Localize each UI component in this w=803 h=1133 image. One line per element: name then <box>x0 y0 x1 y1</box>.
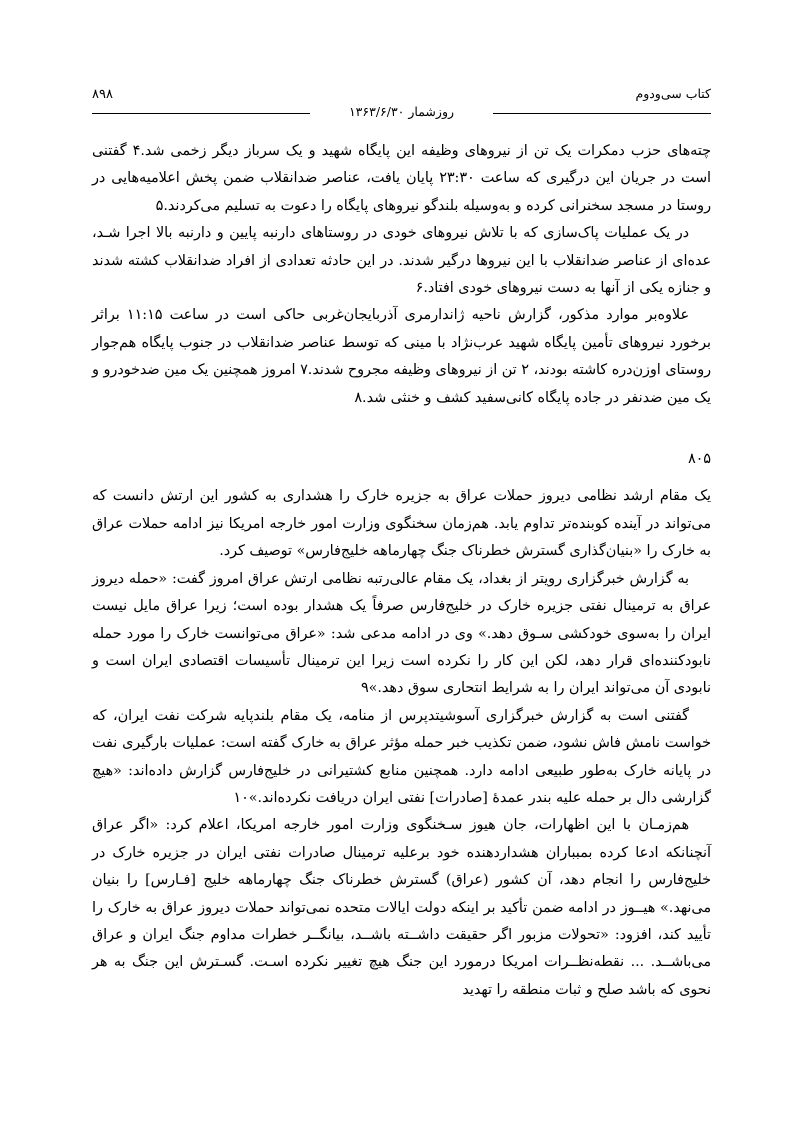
running-head <box>92 86 711 102</box>
paragraph: چته‌های حزب دمکرات یک تن از نیروهای وظیفه این پایگاه شهید و یک سرباز دیگر زخمی شد.۴ گفتنی است در جریان این درگیری که ساعت ۲۳:۳۰ پایان یافت، عناصر ضدانقلاب ضمن پخش اعلامیه‌هایی در روستا در مسجد سخنرانی کرده و به‌وسیله بلندگو نیروهای پایگاه را دعوت به تسلیم می‌کردند.۵ <box>92 143 711 214</box>
page-number: ۸۹۸ <box>92 87 113 102</box>
paragraph: هم‌زمـان با این اظهارات، جان هیوز سـخنگوی وزارت امور خارجه امریکا، اعلام کرد: «اگر عراق آنچنانکه ادعا کرده بمبباران هشداردهنده خود برعلیه ترمینال صادرات نفتی ایران در جزیره خارک در خلیج‌فارس را انجام دهد، آن کشور (عراق) گسترش خطرناک جنگ چهارماهه خلیج [فـارس] را بنیان می‌نهد.» هیــوز در ادامه ضمن تأکید بر اینکه دولت ایالات متحده نمی‌تواند حملات دیروز عراق به خارک را تأیید کند، افزود: «تحولات مزبور اگر حقیقت داشــته باشــد، بیانگــر خطرات مداوم جنگ ایران و عراق می‌باشــد. ... نقطه‌نظــرات امریکا درمورد این جنگ هیچ تغییر نکرده اسـت. گسـترش این جنگ به هر نحوی که باشد صلح و ثبات منطقه را تهدید <box>92 817 711 998</box>
header-rule-row <box>92 104 711 122</box>
paragraph: در یک عملیات پاک‌سازی که با تلاش نیروهای خودی در روستاهای دارنبه پایین و دارنبه بالا اجرا شـد، عده‌ای از عناصر ضدانقلاب با این نیروها درگیر شدند. در این حادثه تعدادی از افراد ضدانقلاب کشته شدند و جنازه یکی از آنها به دست نیروهای خودی افتاد.۶ <box>92 225 711 297</box>
section-number: ۸۰۵ <box>687 451 711 468</box>
page-content <box>92 86 711 1004</box>
paragraph: یک مقام ارشد نظامی دیروز حملات عراق به جزیره خارک را هشداری به کشور این ارتش دانست که می‌تواند در آینده کوبنده‌تر تداوم یابد. هم‌زمان سخنگوی وزارت امور خارجه امریکا نیز ادامه حملات عراق به خارک را «بنیان‌گذاری گسترش خطرناک جنگ چهارماهه خلیج‌فارس» توصیف کرد. <box>92 488 711 560</box>
body-text <box>92 138 711 1004</box>
paragraph: گفتنی است به گزارش خبرگزاری آسوشیتدپرس از منامه، یک مقام بلندپایه شرکت نفت ایران، که خواست نامش فاش نشود، ضمن تکذیب خبر حمله مؤثر عراق به خارک گفته است: عملیات بارگیری نفت در پایانه خارک به‌طور طبیعی ادامه دارد. همچنین منابع کشتیرانی در خلیج‌فارس گزارش داده‌اند: «هیچ گزارشی دال بر حمله علیه بندر عمدۀ [صادرات] نفتی ایران دریافت نکرده‌اند.»۱۰ <box>92 707 711 806</box>
book-title: کتاب سی‌ودوم <box>635 86 711 101</box>
paragraph: علاوه‌بر موارد مذکور، گزارش ناحیه ژاندارمری آذربایجان‌غربی حاکی است در ساعت ۱۱:۱۵ براثر برخورد نیروهای تأمین پایگاه شهید عرب‌نژاد با مینی که توسط عناصر ضدانقلاب در جنوب پایگاه هم‌جوار روستای اوزن‌دره کاشته بودند، ۲ تن از نیروهای وظیفه مجروح شدند.۷ امروز همچنین یک مین ضدخودرو و یک مین ضدنفر در جاده پایگاه کانی‌سفید کشف و خنثی شد.۸ <box>92 307 712 406</box>
paragraph: به گزارش خبرگزاری رویتر از بغداد، یک مقام عالی‌رتبه نظامی ارتش عراق امروز گفت: «حمله دیروز عراق به ترمینال نفتی جزیره خارک در خلیج‌فارس صرفاً یک هشدار بوده است؛ زیرا عراق مایل نیست ایران را به‌سوی خودکشی سـوق دهد.» وی در ادامه مدعی شد: «عراق می‌توانست خارک را مورد حمله نابودکننده‌ای قرار دهد، لکن این کار را نکرده است زیرا این ترمینال تأسیسات اقتصادی ایران است و نابودی آن می‌تواند ایران را به شرایط انتحاری سوق دهد.»۹ <box>92 570 711 697</box>
header-date: روزشمار ۱۳۶۳/۶/۳۰ <box>348 104 455 119</box>
